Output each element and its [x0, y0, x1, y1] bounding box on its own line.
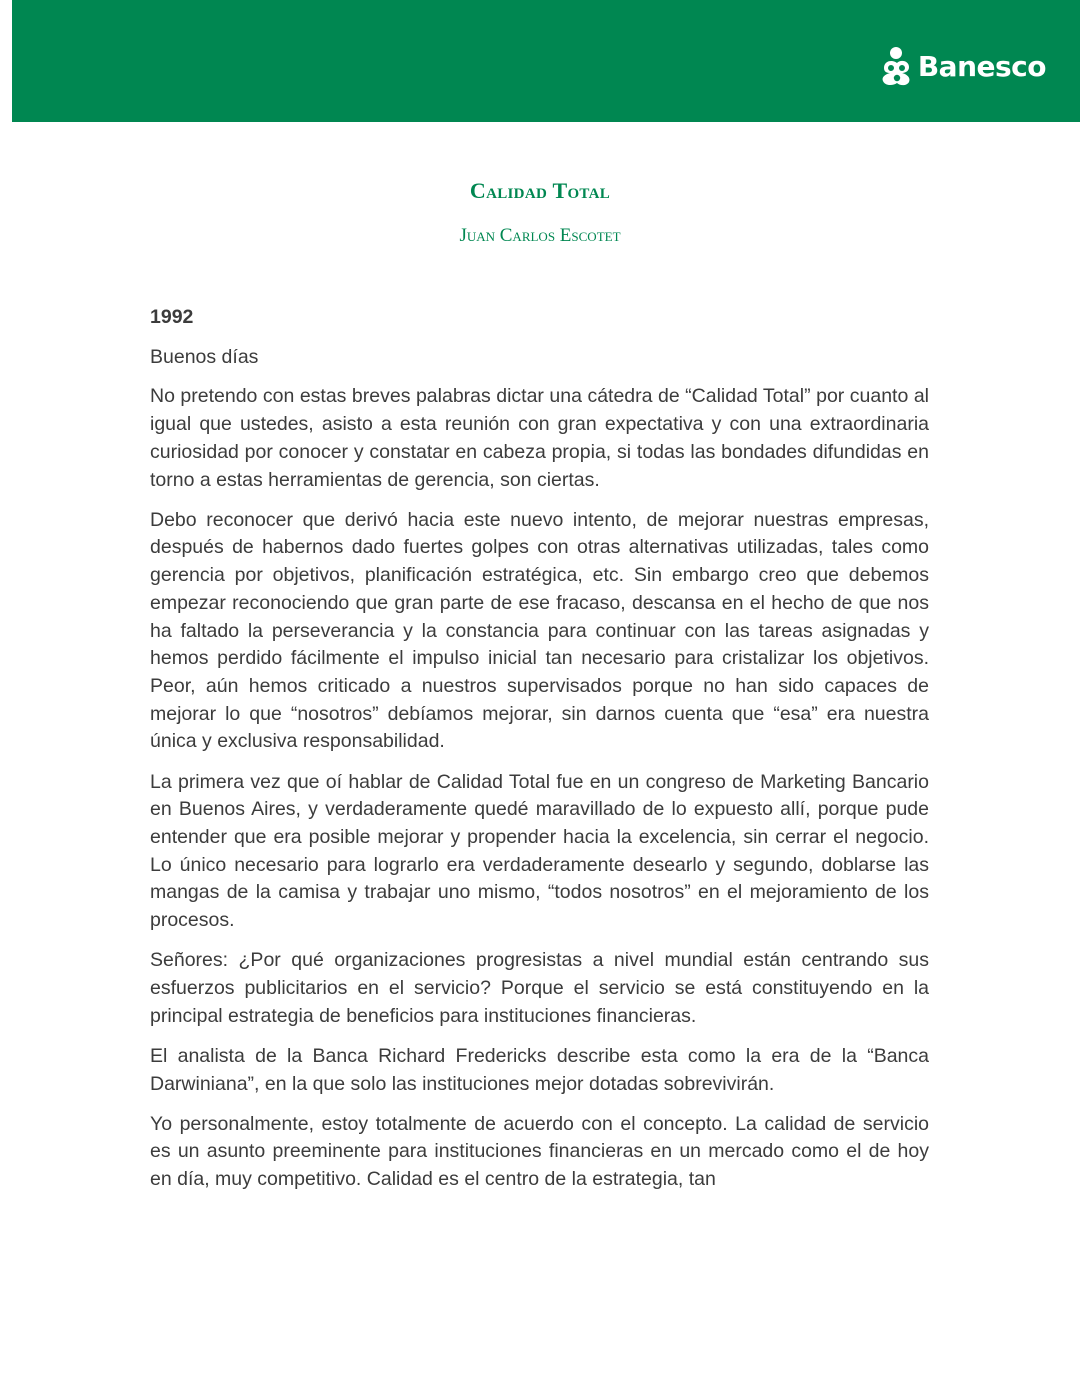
document-year: 1992 — [150, 306, 194, 328]
paragraph-1: No pretendo con estas breves palabras dictar una cátedra de “Calidad Total” por cuanto al igual que ustedes, asisto a esta reunión con gran expectativa y con una extraordinaria curiosidad por conocer y constatar en cabeza propia, si todas las bondades difundidas en torno a estas herramientas de gerencia, son ciertas. — [150, 385, 929, 491]
document-author: Juan Carlos Escotet — [459, 225, 621, 246]
paragraph-5: El analista de la Banca Richard Fredericks describe esta como la era de la “Banca Darwiniana”, en la que solo las instituciones mejor dotadas sobrevivirán. — [150, 1044, 929, 1095]
paragraph-6: Yo personalmente, estoy totalmente de acuerdo con el concepto. La calidad de servicio es un asunto preeminente para instituciones financieras en un mercado como el de hoy en día, muy competitivo. Calidad es el centro de la estrategia, tan — [150, 1112, 929, 1191]
paragraph-2: Debo reconocer que derivó hacia este nuevo intento, de mejorar nuestras empresas, después de habernos dado fuertes golpes con otras alternativas utilizadas, tales como gerencia por objetivos, planificación estratégica, etc. Sin embargo creo que debemos empezar reconociendo que gran parte de ese fracaso, descansa en el hecho de que nos ha faltado la perseverancia y la constancia para continuar con las tareas asignadas y hemos perdido fácilmente el impulso inicial tan necesario para cristalizar los objetivos. Peor, aún hemos criticado a nuestros supervisados porque no han sido capaces de mejorar lo que “nosotros” debíamos mejorar, sin darnos cuenta que “esa” era nuestra única y exclusiva responsabilidad. — [150, 508, 929, 753]
brand-name: Banesco — [917, 49, 1046, 83]
banesco-logo — [878, 46, 1046, 86]
document-body — [150, 304, 929, 1206]
paragraph-3: La primera vez que oí hablar de Calidad Total fue en un congreso de Marketing Bancario en Buenos Aires, y verdaderamente quedé maravillado de lo expuesto allí, porque pude entender que era posible mejorar y propender hacia la excelencia, sin cerrar el negocio. Lo único necesario para lograrlo era verdaderamente desearlo y segundo, doblarse las mangas de la camisa y trabajar uno mismo, “todos nosotros” en el mejoramiento de los procesos. — [150, 770, 929, 932]
greeting: Buenos días — [150, 345, 259, 368]
document-title: Calidad Total — [469, 178, 611, 203]
banesco-logo-icon — [878, 46, 916, 86]
paragraph-4: Señores: ¿Por qué organizaciones progresistas a nivel mundial están centrando sus esfuerzos publicitarios en el servicio? Porque el servicio se está constituyendo en la principal estrategia de beneficios para instituciones financieras. — [150, 949, 929, 1027]
header-bar — [12, 0, 1080, 122]
